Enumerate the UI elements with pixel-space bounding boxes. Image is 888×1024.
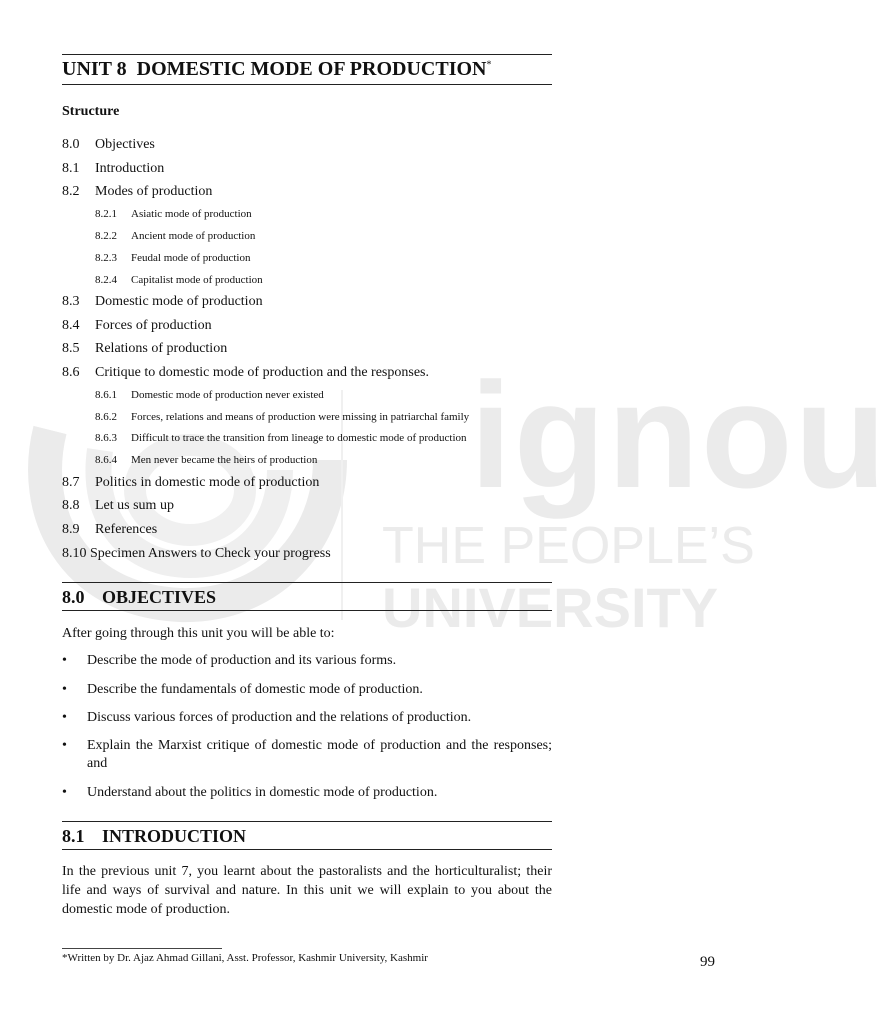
toc-number: 8.6.1 [95,389,117,401]
toc-subitem [95,230,255,242]
toc-number: 8.4 [62,318,80,333]
toc-subitem [95,411,469,423]
toc-label: Relations of production [95,341,228,356]
structure-heading: Structure [62,104,120,119]
list-item [62,709,552,727]
toc-label: Let us sum up [95,498,174,513]
watermark-tagline-2: UNIVERSITY [382,576,719,639]
toc-item [62,294,263,310]
bullet-icon: • [62,738,67,753]
toc-number: 8.2.1 [95,208,117,220]
toc-number: 8.6.2 [95,411,117,423]
toc-label: References [95,522,158,537]
toc-item [62,498,174,514]
objectives-heading [62,587,216,608]
toc-label: Capitalist mode of production [131,274,263,286]
unit-title-text: UNIT 8 DOMESTIC MODE OF PRODUCTION [62,58,487,80]
toc-item [62,546,331,562]
introduction-paragraph: In the previous unit 7, you learnt about the pastoralists and the horticulturalist; their life and ways of survival and nature. In this unit we will explain to you about the domestic mode of production. [62,864,552,917]
bullet-icon: • [62,710,67,725]
objectives-bottom-rule [62,610,552,611]
list-item [62,784,552,802]
list-item [62,652,552,670]
introduction-top-rule [62,821,552,822]
toc-label: Specimen Answers to Check your progress [90,546,331,561]
section-number: 8.0 [62,587,85,607]
toc-number: 8.3 [62,294,80,309]
section-title: OBJECTIVES [102,587,217,607]
title-top-rule [62,54,552,55]
toc-number: 8.2.3 [95,252,117,264]
toc-number: 8.2.2 [95,230,117,242]
list-item-text: Explain the Marxist critique of domestic mode of production and the responses; and [87,738,552,771]
toc-number: 8.6 [62,365,80,380]
toc-subitem [95,432,467,444]
watermark-tagline-1: THE PEOPLE’S [382,517,755,575]
bullet-icon: • [62,653,67,668]
toc-subitem [95,389,324,401]
toc-item [62,365,429,381]
objectives-top-rule [62,582,552,583]
list-item-text: Understand about the politics in domestic mode of production. [87,785,438,800]
title-bottom-rule [62,84,552,85]
toc-label: Objectives [95,137,155,152]
toc-label: Feudal mode of production [131,252,251,264]
toc-label: Asiatic mode of production [131,208,252,220]
list-item [62,737,552,773]
toc-subitem [95,454,317,466]
list-item-text: Describe the fundamentals of domestic mode of production. [87,682,423,697]
section-number: 8.1 [62,826,85,846]
toc-label: Forces of production [95,318,212,333]
toc-label: Difficult to trace the transition from lineage to domestic mode of production [131,432,467,444]
toc-number: 8.2.4 [95,274,117,286]
toc-label: Domestic mode of production [95,294,263,309]
watermark-brand: ignou [470,351,888,519]
toc-label: Politics in domestic mode of production [95,475,320,490]
toc-label: Ancient mode of production [131,230,256,242]
section-title: INTRODUCTION [102,826,247,846]
list-item-text: Discuss various forces of production and the relations of production. [87,710,472,725]
toc-number: 8.6.4 [95,454,117,466]
introduction-heading [62,826,246,847]
toc-label: Critique to domestic mode of production and the responses. [95,365,429,380]
toc-label: Modes of production [95,184,213,199]
list-item [62,681,552,699]
title-footnote-mark: * [486,59,492,71]
toc-number: 8.5 [62,341,80,356]
footnote-rule [62,948,222,949]
toc-number: 8.1 [62,161,80,176]
unit-title [62,58,491,81]
toc-number: 8.2 [62,184,80,199]
toc-item [62,522,157,538]
toc-subitem [95,252,250,264]
toc-item [62,137,155,153]
objectives-intro: After going through this unit you will be able to: [62,626,335,641]
toc-number: 8.6.3 [95,432,117,444]
toc-number: 8.0 [62,137,80,152]
toc-number: 8.7 [62,475,80,490]
toc-number: 8.10 [62,546,87,561]
page-number: 99 [700,954,715,970]
toc-number: 8.9 [62,522,80,537]
list-item-text: Describe the mode of production and its various forms. [87,653,397,668]
toc-item [62,161,164,177]
toc-label: Forces, relations and means of production were missing in patriarchal family [131,411,470,423]
toc-subitem [95,208,252,220]
toc-item [62,318,212,334]
toc-subitem [95,274,263,286]
bullet-icon: • [62,682,67,697]
introduction-bottom-rule [62,849,552,850]
toc-item [62,475,319,491]
toc-label: Introduction [95,161,165,176]
toc-item [62,341,227,357]
toc-label: Domestic mode of production never existed [131,389,324,401]
toc-label: Men never became the heirs of production [131,454,318,466]
toc-item [62,184,212,200]
toc-number: 8.8 [62,498,80,513]
footnote: *Written by Dr. Ajaz Ahmad Gillani, Asst. Professor, Kashmir University, Kashmir [62,952,428,964]
bullet-icon: • [62,785,67,800]
